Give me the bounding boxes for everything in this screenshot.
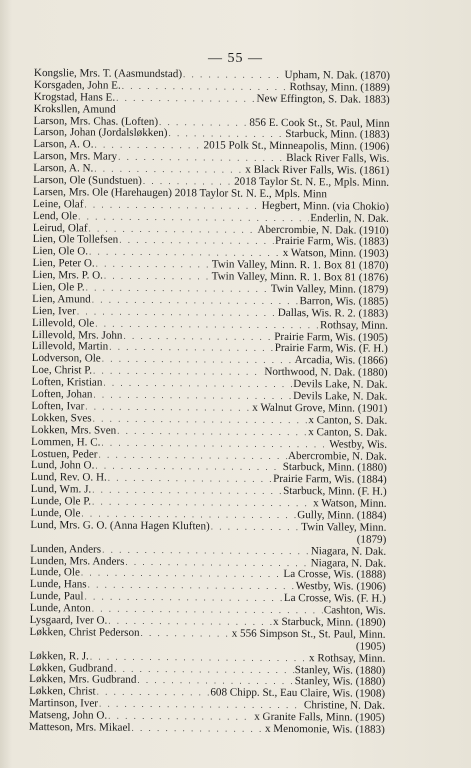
entry-place: (1905) (355, 640, 386, 653)
entry-name: Lunde, Ole P. (30, 495, 92, 508)
entry-place: Enderlin, N. Dak. (310, 211, 389, 225)
directory-list (29, 68, 390, 737)
entry-name: Loften, Ivar (31, 399, 85, 413)
entry-place: Northwood, N. Dak. (1880) (264, 366, 388, 380)
entry-place: Prairie Farm, Wis. (1883) (274, 235, 389, 249)
entry-place: Rothsay, Minn. (319, 318, 389, 332)
entry-place: Upham, N. Dak. (1870) (284, 68, 390, 82)
entry-place: x Starbuck, Minn. (1890) (273, 615, 386, 629)
entry-place: (1879) (356, 533, 387, 546)
entry-name: Løkken, Gudbrand (29, 661, 114, 675)
dot-leader (141, 628, 231, 641)
entry-name: Leirud, Olaf (32, 221, 88, 235)
entry-place: Niagara, N. Dak. (310, 544, 387, 558)
entry-name: Lend, Ole (32, 209, 78, 223)
entry-place: La Crosse, Wis. (1888) (283, 568, 387, 582)
entry-name: Lien, Amund (32, 292, 91, 306)
entry-name: Lund, Wm. J. (30, 483, 92, 496)
entry-place: 608 Chipp. St., Eau Claire, Wis. (1908) (210, 686, 386, 701)
entry-place: x Menomonie, Wis. (1883) (264, 722, 385, 736)
entry-place: Abercrombie, N. Dak. (1910) (257, 223, 389, 237)
dot-leader (183, 69, 284, 82)
entry-name: Lysgaard, Iver O. (29, 613, 108, 627)
entry-place: Christine, N. Dak. (303, 699, 386, 712)
entry-place: New Effington, S. Dak. 1883) (256, 92, 390, 106)
entry-place: x Canton, S. Dak. (308, 425, 388, 439)
entry-name: Larsen, Mrs. Ole (Harehaugen) 2018 Taylor St. N. E., Mpls. Minn (32, 185, 327, 201)
entry-name: Lien, Iver (32, 304, 76, 318)
entry-place: Twin Valley, Minn. R. 1. Box 81 (1870) (211, 258, 389, 273)
entry-place: x Walnut Grove, Minn. (1901) (252, 401, 388, 415)
entry-place: x Granite Falls, Minn. (1905) (254, 710, 385, 724)
entry-name: Lien, Ole Tollefsen (32, 233, 119, 247)
entry-place: x Canton, S. Dak. (308, 413, 388, 427)
entry-place: Stanley, Wis. (1880) (294, 663, 386, 677)
entry-place: Stanley, Wis. (1880) (294, 675, 386, 689)
entry-name: Matteson, Mrs. Mikael (28, 720, 131, 734)
entry-name: Lien, Ole O. (32, 245, 89, 258)
entry-name: Lokken, Sves (31, 411, 92, 425)
entry-name: Lillevold, Mrs. John (31, 328, 123, 342)
entry-name: Larson, Johan (Jordalsløkken) (33, 126, 168, 140)
entry-place: Devils Lake, N. Dak. (293, 378, 388, 391)
entry-place: Twin Valley, Minn. (301, 520, 387, 534)
dot-leader (97, 687, 210, 700)
entry-place: Dallas, Wis. R. 2. (1883) (277, 306, 389, 320)
entry-place: Abercrombie, N. Dak. (288, 449, 388, 463)
entry-name: Larson, Mrs. Chas. (Loften) (33, 114, 159, 128)
entry-name: Lommen, H. C. (31, 435, 101, 449)
entry-place: 2015 Polk St., Minneapolis, Minn. (1906) (203, 139, 390, 154)
entry-place: Barron, Wis. (1885) (299, 295, 389, 308)
entry-place: Starbuck, Minn. (1883) (285, 128, 390, 142)
entry-place: Westby, Wis. (1906) (295, 580, 386, 594)
entry-place: Arcadia, Wis. (1866) (294, 354, 388, 368)
entry-place: Twin Valley, Minn. (1879) (270, 282, 389, 296)
entry-name: Korsgaden, John E. (33, 78, 121, 92)
dot-leader (131, 723, 264, 736)
entry-place: Starbuck, Minn. (F. H.) (283, 485, 387, 498)
page-number: — 55 — (208, 51, 263, 66)
entry-place: Niagara, N. Dak. (310, 556, 387, 570)
entry-place: Gully, Minn. (1884) (297, 509, 387, 522)
entry-place: Prairie Farm, Wis. (1884) (273, 473, 387, 487)
entry-place: Rothsay, Minn. (1889) (289, 80, 390, 94)
entry-name: Lunde, Anton (29, 602, 91, 615)
entry-name: Larson, A. N. (33, 162, 94, 175)
entry-name: Løkken, Christ Pederson (29, 625, 140, 639)
entry-name: Larson, Mrs. Mary (33, 150, 118, 163)
entry-place: Black River Falls, Wis. (286, 152, 390, 166)
entry-name: Larson, Ole (Sundstuen) (33, 174, 142, 187)
entry-name: Lunde, Ole (29, 566, 80, 579)
entry-name: Lien, Mrs. P. O. (32, 269, 103, 282)
entry-name: Lien, Ole P. (32, 281, 85, 294)
entry-place: Prairie Farm, Wis. (F. H.) (274, 342, 388, 356)
entry-name: Lien, Peter O. (32, 257, 95, 270)
entry-name: Lunde, Paul (29, 590, 84, 603)
dot-leader (96, 259, 211, 272)
entry-place: Starbuck, Minn. (1880) (282, 461, 387, 475)
entry-name: Lund, Rev. O. H. (30, 471, 107, 484)
entry-place: x 556 Simpson St., St. Paul, Minn. (231, 627, 386, 641)
entry-name: Lund, John O. (30, 459, 95, 472)
directory-entry (29, 722, 385, 737)
entry-place: La Crosse, Wis. (F. H.) (283, 592, 386, 605)
entry-name: Lunden, Anders (30, 542, 102, 556)
entry-place: x Watson, Minn. (1903) (282, 247, 389, 261)
entry-place: x Rothsay, Minn. (309, 651, 386, 665)
entry-name: Lillevold, Ole (31, 316, 95, 330)
entry-name: Krogstad, Hans E. (33, 90, 116, 104)
entry-place: x Watson, Minn. (313, 497, 387, 510)
entry-name: Larson, A. O. (33, 138, 94, 151)
entry-name: Lodverson, Ole (31, 352, 101, 365)
entry-name: Matseng, John O. (28, 709, 108, 722)
entry-name: Martinson, Iver (28, 697, 99, 710)
entry-place: Devils Lake, N. Dak. (293, 390, 388, 403)
entry-place: Cashton, Wis. (323, 604, 386, 617)
entry-name: Leine, Olaf (32, 197, 84, 211)
entry-name: Loften, Johan (31, 388, 93, 401)
entry-name: Lokken, Mrs. Sven (31, 423, 117, 437)
entry-name: Lund, Mrs. G. O. (Anna Hagen Kluften) (30, 518, 210, 533)
entry-place: 2018 Taylor St. N. E., Mpls. Minn. (234, 175, 390, 189)
entry-name: Løkken, Mrs. Gudbrand (29, 673, 137, 687)
dot-leader (159, 117, 248, 130)
entry-name: Lillevold, Martin (31, 340, 109, 354)
entry-place: x Black River Falls, Wis. (1861) (245, 163, 390, 177)
entry-name: Lunde, Ole (30, 506, 81, 520)
entry-place: 856 E. Cook St., St. Paul, Minn (249, 116, 390, 130)
entry-name: Lunde, Hans (29, 578, 87, 591)
entry-place: Prairie Farm, Wis. (1905) (274, 330, 388, 344)
entry-name: Lostuen, Peder (30, 447, 98, 461)
entry-name: Loften, Kristian (31, 376, 103, 389)
entry-name: Kongslie, Mrs. T. (Aasmundstad) (33, 67, 183, 81)
dot-leader (116, 92, 256, 105)
dot-leader (211, 521, 301, 534)
entry-name: Loe, Christ P. (31, 364, 93, 377)
entry-name: Kroksllen, Amund (33, 102, 116, 116)
entry-place: Twin Valley, Minn. R. 1. Box 81 (1876) (211, 270, 389, 284)
entry-name: Løkken, Christ (29, 685, 96, 698)
entry-name: Lunden, Mrs. Anders (30, 554, 125, 568)
entry-place: Hegbert, Minn. (via Chokio) (261, 199, 389, 213)
entry-place: Westby, Wis. (329, 437, 388, 451)
dot-leader (104, 271, 211, 284)
entry-name: Løkken, R. J. (29, 649, 89, 663)
